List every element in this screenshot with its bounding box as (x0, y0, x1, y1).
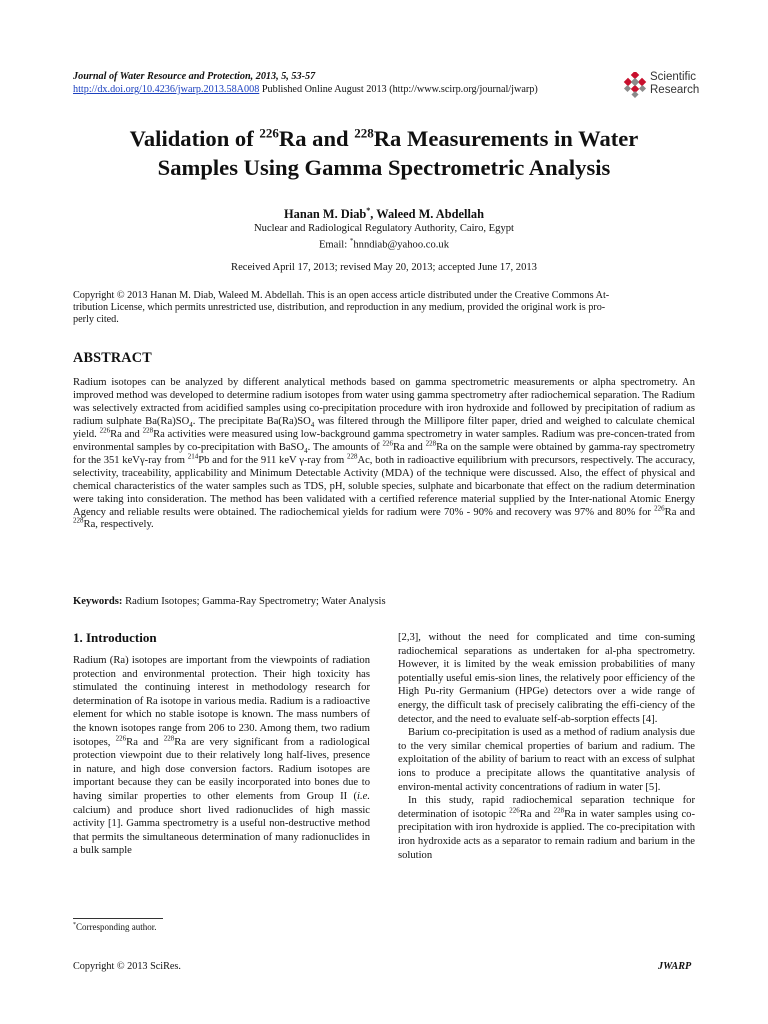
left-column (73, 630, 370, 858)
title-text: Ra Measurements in Water (373, 126, 639, 151)
footnote-text: Corresponding author. (76, 922, 157, 932)
logo-line-1: Scientific (650, 71, 697, 83)
doi-link[interactable]: http://dx.doi.org/10.4236/jwarp.2013.58A008 (73, 84, 260, 95)
section-heading-introduction: 1. Introduction (73, 630, 157, 645)
title-line-1 (60, 124, 708, 153)
received-dates: Received April 17, 2013; revised May 20, 2013; accepted June 17, 2013 (231, 262, 537, 273)
abstract-text: Radium isotopes can be analyzed by different analytical methods based on gamma spectrometric measurements or alpha spectrometry. An improved method was developed to determine radium isotopes from water using gamma spectrometry after radiochemical separation. The Radium was selectively extracted from acidified samples using co-precipitation procedure with iron hydroxide and followed by precipitation of radium as radium sulphate $Ba(Ra)SO_4$. The precipitate $Ba(Ra)SO_4$ was filtered through the Millipore filter paper, dried and weighed to calculate chemical yield. $^{226}$Ra and $^{228}$Ra activities were measured using low-background gamma spectrometry in water samples. Radium was pre-concen-trated from environmental samples by co-precipitation with BaSO$_4$. The amounts of $^{226}$Ra and $^{228}$Ra on the sample were obtained by gamma-ray spectrometry for the 351 keVγ-ray from $^{214}$Pb and for the 911 keV γ-ray from $^{228}$Ac, both in radioactive equilibrium with precursors, respectively. The accuracy, selectivity, traceability, applicability and Minimum Detectable Activity (MDA) of the technique were discussed. Also, the effect of physical and chemical characteristics of the water samples such as TDS, pH, soluble species, sulphate and bicarbonate that effect on the radium determination were taking into consideration. The method has been validated with a certified reference material supplied by the Inter-national Atomic Energy Agency and reliable results were obtained. The radiochemical yields for radium were 70% - 90% and recovery was 97% and 80% for $^{226}$Ra and $^{228}$Ra, respectively. (73, 377, 696, 531)
license-line: Copyright © 2013 Hanan M. Diab, Waleed M. Abdellah. This is an open access article distributed under the Creative Commons At- (73, 290, 610, 301)
author-email[interactable]: hnndiab@yahoo.co.uk (353, 239, 450, 251)
email-line (60, 235, 708, 252)
title-text: Ra and (278, 126, 355, 151)
published-text: Published Online August 2013 (http://www.scirp.org/journal/jwarp) (259, 84, 538, 95)
title-superscript: 226 (259, 125, 279, 141)
logo-text (650, 71, 699, 96)
affiliation: Nuclear and Radiological Regulatory Authority, Cairo, Egypt (254, 223, 514, 234)
title-line-2: Samples Using Gamma Spectrometric Analysis (157, 155, 611, 180)
author-name: Hanan M. Diab (284, 207, 367, 222)
footnote (73, 922, 157, 932)
intro-paragraph-study: In this study, rapid radiochemical separation technique for determination of isotopic $^{226}$Ra and $^{228}$Ra in water samples using co-precipitation with iron hydroxide is applied. The co-precipitation with iron hydroxide acts as a separator to remain radium and barium in the solution (398, 795, 695, 861)
abstract-heading: ABSTRACT (73, 350, 152, 366)
corresponding-mark: * (366, 206, 371, 215)
footnote-mark: * (73, 922, 76, 928)
affiliation-block (60, 222, 708, 252)
title-superscript: 228 (354, 125, 374, 141)
right-column (398, 631, 695, 862)
license-line: perly cited. (73, 314, 119, 325)
journal-volume: , 2013, 5, 53-57 (250, 71, 316, 82)
author-list (60, 206, 708, 222)
footer-journal-abbrev: JWARP (658, 961, 692, 972)
license-line: tribution License, which permits unrestricted use, distribution, and reproduction in any medium, provided the original work is pro- (73, 302, 606, 313)
keywords-text: Radium Isotopes; Gamma-Ray Spectrometry; Water Analysis (122, 596, 386, 607)
intro-paragraph-barium: Barium co-precipitation is used as a method of radium analysis due to the very similar chemical properties of barium and radium. The exploitation of the ability of barium to react with an excess of sulphat ions to produce a precipitate allows the quantitative analysis of environ-mental activity concentrations of radium in water [5]. (398, 727, 695, 793)
paper-title (60, 124, 708, 182)
intro-paragraph: Radium (Ra) isotopes are important from the viewpoints of radiation protection and environmental protection. Their high toxicity has stimulated the continuing interest in methodology research for determination of Ra isotope in various media. Radium is a radioactive element for which no stable isotope is known. The mass numbers of the known isotopes range from 206 to 230. Among them, two radium isotopes, $^{226}$Ra and $^{228}$Ra are very significant from a radiological protection viewpoint due to their relatively long half-lives, presence in nature, and high dose conversion factors. Radium isotopes are important because they can be easily incorporated into bones due to having similar properties to other elements from Group II (i.e. calcium) and produce short lived radionuclides of high massic activity [1]. Gamma spectrometry is a useful non-destructive method that permits the simultaneous determination of many radionuclides in a bulk sample (73, 655, 370, 857)
license-statement (73, 290, 695, 326)
intro-paragraph-continued: [2,3], without the need for complicated and time con-suming radiochemical separations as undertaken for al-pha spectrometry. However, it is limited by the weak emission probabilities of many potentially useful emis-sion lines, the relatively poor efficiency of the High Pu-rity Germanium (HPGe) detectors over a wide range of energy, the difficult task of precisely calibrating the effi-ciency of the detector, and the need to evaluate self-ab-sorption effects [4]. (398, 632, 695, 725)
email-label: Email: (318, 239, 350, 251)
scientific-research-logo (622, 70, 702, 100)
keywords-line (73, 596, 695, 607)
scirp-logo-icon (622, 72, 648, 98)
email-mark: * (349, 237, 354, 245)
journal-header (73, 70, 698, 96)
footer-copyright: Copyright © 2013 SciRes. (73, 961, 181, 972)
footnote-divider (73, 918, 163, 919)
title-text: Validation of (129, 126, 260, 151)
keywords-label: Keywords: (73, 596, 123, 607)
journal-doi-line (73, 83, 698, 96)
logo-line-2: Research (650, 83, 700, 96)
journal-name: Journal of Water Resource and Protection (73, 71, 251, 82)
journal-citation (73, 70, 698, 83)
author-name: , Waleed M. Abdellah (370, 207, 484, 222)
